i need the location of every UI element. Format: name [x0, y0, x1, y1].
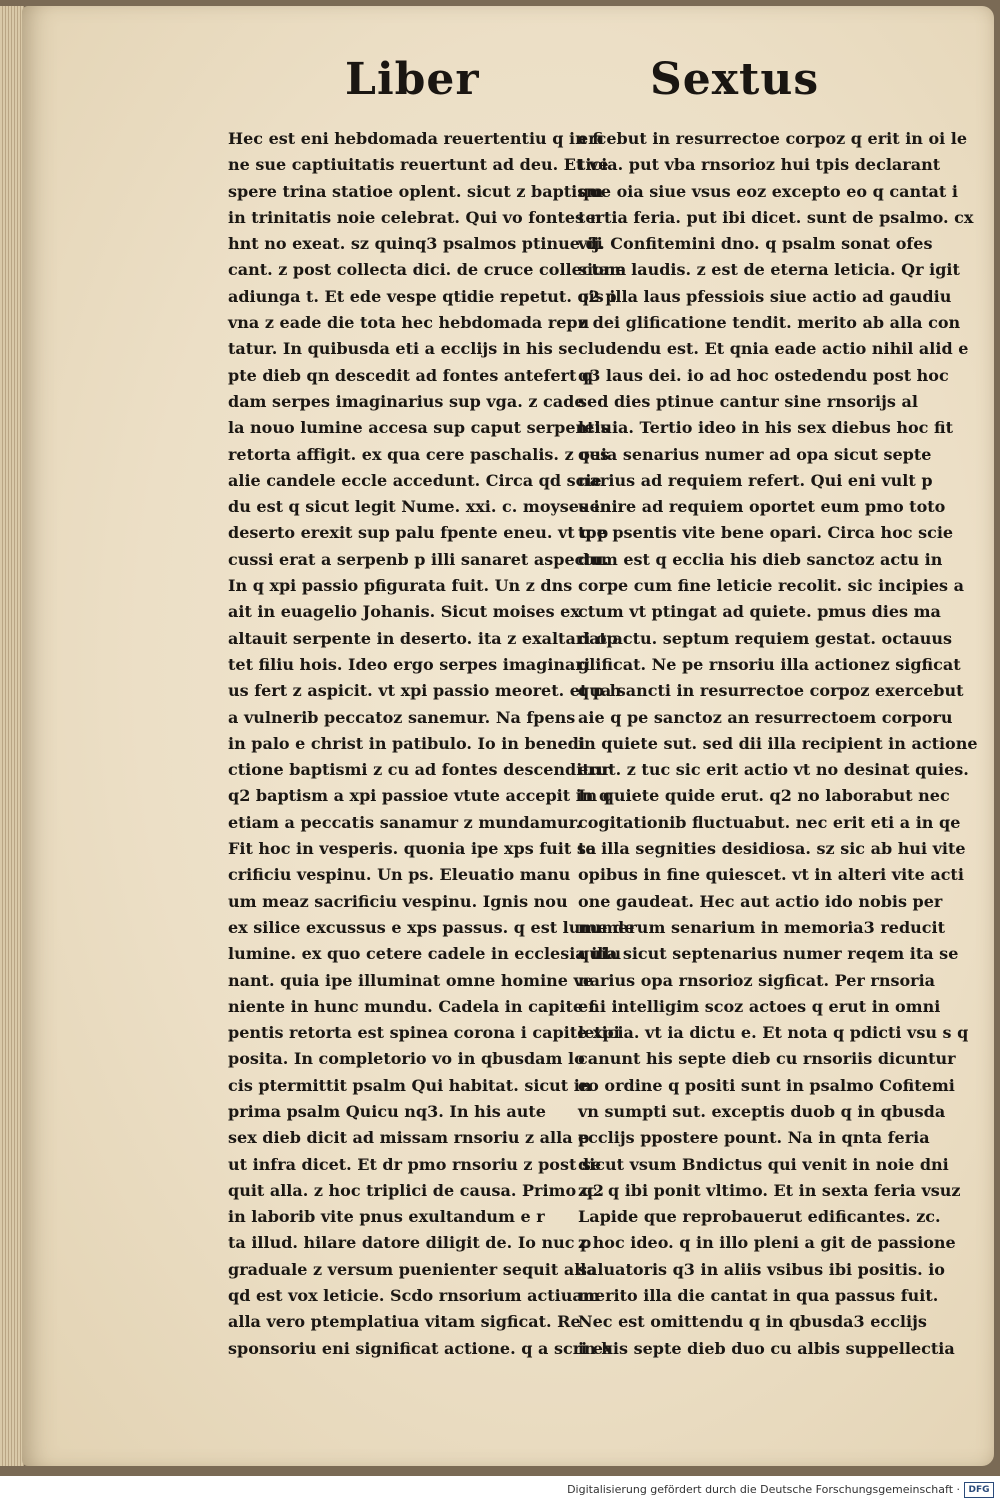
text-line: sed dies ptinue cantur sine rnsorijs al — [578, 391, 918, 411]
text-line: quia sicut septenarius numer reqem ita se — [578, 944, 959, 964]
text-line: qua sancti in resurrectoe corpoz exercebut — [578, 681, 964, 701]
text-line: etiam a peccatis sanamur z mundamur. — [228, 812, 582, 832]
text-line: deserto erexit sup palu fpente eneu. vt q p — [228, 523, 609, 543]
text-line: tatur. In quibusda eti a ecclijs in his se — [228, 339, 578, 359]
text-line: cis ptermittit psalm Qui habitat. sicut in — [228, 1075, 592, 1095]
text-line: one gaudeat. Hec aut actio ido nobis per — [578, 891, 943, 911]
text-line: lumine. ex quo cetere cadele in ecclesia illu — [228, 944, 622, 964]
text-line: a vulnerib peccatoz sanemur. Na fpens — [228, 707, 576, 727]
text-line: ois illa laus pfessiois siue actio ad gaudiu — [578, 286, 952, 306]
text-line: ait in euagelio Johanis. Sicut moises ex — [228, 602, 580, 622]
text-line: pentis retorta est spinea corona i capite xpi — [228, 1023, 620, 1043]
text-line: cussi erat a serpenb p illi sanaret aspectu. — [228, 549, 609, 569]
text-line: erut. z tuc sic erit actio vt no desinat quies. — [578, 760, 969, 780]
text-line: z dei glificatione tendit. merito ab alla con — [578, 313, 961, 333]
text-line: z hoc ideo. q in illo pleni a git de passione — [578, 1233, 956, 1253]
text-line: sex dieb dicit ad missam rnsoriu z alla p — [228, 1128, 590, 1148]
text-line: dum est q ecclia his dieb sanctoz actu in — [578, 549, 943, 569]
text-line: in his septe dieb duo cu albis suppellectia — [578, 1338, 955, 1358]
text-line: vij. Confitemini dno. q psalm sonat ofes — [578, 234, 933, 254]
text-line: Fit hoc in vesperis. quonia ipe xps fuit sa — [228, 839, 597, 859]
text-line: pte dieb qn descedit ad fontes antefert q — [228, 365, 594, 385]
text-line: ta illud. hilare datore diligit de. Io nuc p — [228, 1233, 592, 1253]
text-line: ecclijs ppostere pount. Na in qnta feria — [578, 1128, 930, 1148]
text-line: um meaz sacrificiu vespinu. Ignis nou — [228, 891, 568, 911]
text-line: q3 laus dei. io ad hoc ostedendu post hoc — [578, 365, 949, 385]
text-line: Lapide que reprobauerut edificantes. zc. — [578, 1207, 941, 1227]
text-line: Nec est omittendu q in qbusda3 ecclijs — [578, 1312, 927, 1332]
funding-credit: Digitalisierung gefördert durch die Deutsche Forschungsgemeinschaft · — [567, 1483, 960, 1496]
text-line: eni intelligim scoz actoes q erut in omni — [578, 996, 941, 1016]
text-line: ut infra dicet. Et dr pmo rnsoriu z post se — [228, 1154, 602, 1174]
text-line: leticia. vt ia dictu e. Et nota q pdicti vsu s q — [578, 1023, 969, 1043]
page-edges — [0, 6, 24, 1466]
text-line: dam serpes imaginarius sup vga. z cade — [228, 391, 585, 411]
text-line: spere trina statioe oplent. sicut z baptism — [228, 181, 604, 201]
text-line: dat actu. septum requiem gestat. octauus — [578, 628, 952, 648]
text-line: ctione baptismi z cu ad fontes descenditur — [228, 760, 610, 780]
text-line: posita. In completorio vo in qbusdam lo — [228, 1049, 585, 1069]
text-line: merito illa die cantat in qua passus fuit. — [578, 1286, 939, 1306]
text-line: quit alla. z hoc triplici de causa. Primo q2 — [228, 1180, 605, 1200]
text-line: eo ordine q positi sunt in psalmo Cofitemi — [578, 1075, 955, 1095]
text-line: in quiete sut. sed dii illa recipient in actione — [578, 733, 978, 753]
text-line: alie candele eccle accedunt. Circa qd scie — [228, 470, 602, 490]
text-column-left — [228, 126, 635, 1362]
text-line: tet filiu hois. Ideo ergo serpes imaginari — [228, 654, 590, 674]
text-line: saluatoris q3 in aliis vsibus ibi positis. io — [578, 1259, 945, 1279]
digitization-footer — [0, 1476, 1000, 1504]
text-line: retorta affigit. ex qua cere paschalis. z oes — [228, 444, 610, 464]
text-line: prima psalm Quicu nq3. In his aute — [228, 1101, 546, 1121]
text-line: hnt no exeat. sz quinq3 psalmos ptinue di — [228, 234, 603, 254]
text-line: cogitationib fluctuabut. nec erit eti a in qe — [578, 812, 961, 832]
text-line: numerum senarium in memoria3 reducit — [578, 917, 945, 937]
text-line: q2 baptism a xpi passioe vtute accepit in q — [228, 786, 611, 806]
text-line: vn sumpti sut. exceptis duob q in qbusda — [578, 1101, 946, 1121]
text-line: canunt his septe dieb cu rnsoriis dicuntur — [578, 1049, 956, 1069]
text-line: sponsoriu eni significat actione. q a scri ex — [228, 1338, 613, 1358]
running-header — [22, 54, 994, 124]
text-line: cludendu est. Et qnia eade actio nihil alid e — [578, 339, 969, 359]
text-line: narius ad requiem refert. Qui eni vult p — [578, 470, 933, 490]
text-line: te illa segnities desidiosa. sz sic ab hui vite — [578, 839, 966, 859]
text-line: opibus in fine quiescet. vt in alteri vite acti — [578, 865, 964, 885]
text-line: ticia. put vba rnsorioz hui tpis declarant — [578, 155, 941, 175]
text-line: la nouo lumine accesa sup caput serpentis — [228, 418, 610, 438]
text-line: sione laudis. z est de eterna leticia. Qr igit — [578, 260, 960, 280]
text-line: narius opa rnsorioz sigficat. Per rnsoria — [578, 970, 936, 990]
text-line: leluia. Tertio ideo in his sex diebus hoc fit — [578, 418, 953, 438]
text-line: tpe psentis vite bene opari. Circa hoc scie — [578, 523, 954, 543]
text-line: nant. quia ipe illuminat omne homine ve — [228, 970, 594, 990]
text-line: alla vero ptemplatiua vitam sigficat. Re — [228, 1312, 581, 1332]
text-line: aie q pe sanctoz an resurrectoem corporu — [578, 707, 953, 727]
text-line: uenire ad requiem oportet eum pmo toto — [578, 497, 946, 517]
text-line: In q xpi passio pfigurata fuit. Un z dns — [228, 576, 573, 596]
text-line: ex silice excussus e xps passus. q est lume de — [228, 917, 635, 937]
text-line: zc. q ibi ponit vltimo. Et in sexta feria vsuz — [578, 1180, 961, 1200]
text-line: graduale z versum puenienter sequit alla — [228, 1259, 597, 1279]
header-left-title: Liber — [345, 54, 480, 105]
text-line: Hec est eni hebdomada reuertentiu q in fi — [228, 129, 604, 148]
text-line: ne sue captiuitatis reuertunt ad deu. Et ve — [228, 155, 609, 175]
text-line: niente in hunc mundu. Cadela in capite f — [228, 996, 596, 1016]
text-line: que oia siue vsus eoz excepto eo q cantat i — [578, 181, 958, 201]
text-line: qd est vox leticie. Scdo rnsorium actiuam — [228, 1286, 600, 1306]
text-line: quia senarius numer ad opa sicut septe — [578, 444, 932, 464]
text-line: corpe cum fine leticie recolit. sic incipies a — [578, 576, 964, 596]
dfg-logo: DFG — [964, 1482, 994, 1498]
book-page — [22, 6, 994, 1466]
text-line: in trinitatis noie celebrat. Qui vo fontes n — [228, 207, 602, 227]
text-line: in laborib vite pnus exultandum e r — [228, 1207, 545, 1227]
text-line: tertia feria. put ibi dicet. sunt de psalmo. cx — [578, 207, 974, 227]
text-line: adiunga t. Et ede vespe qtidie repetut. q2 p — [228, 286, 617, 306]
text-line: ercebut in resurrectoe corpoz q erit in oi le — [578, 129, 968, 148]
text-column-right — [578, 126, 978, 1362]
text-line: ctum vt ptingat ad quiete. pmus dies ma — [578, 602, 941, 622]
text-line: cant. z post collecta dici. de cruce collectam — [228, 260, 627, 280]
text-line: du est q sicut legit Nume. xxi. c. moyses in — [228, 497, 612, 517]
text-line: crificiu vespinu. Un ps. Eleuatio manu — [228, 865, 571, 885]
text-line: glificat. Ne pe rnsoriu illa actionez sigficat — [578, 654, 961, 674]
text-line: In quiete quide erut. q2 no laborabut nec — [578, 786, 950, 806]
text-line: dicut vsum Bndictus qui venit in noie dni — [578, 1154, 949, 1174]
text-line: us fert z aspicit. vt xpi passio meoret. et p h — [228, 681, 622, 701]
text-line: vna z eade die tota hec hebdomada repu — [228, 313, 590, 333]
text-line: altauit serpente in deserto. ita z exaltari op — [228, 628, 618, 648]
header-right-title: Sextus — [650, 54, 820, 105]
text-line: in palo e christ in patibulo. Io in benedi — [228, 733, 585, 753]
